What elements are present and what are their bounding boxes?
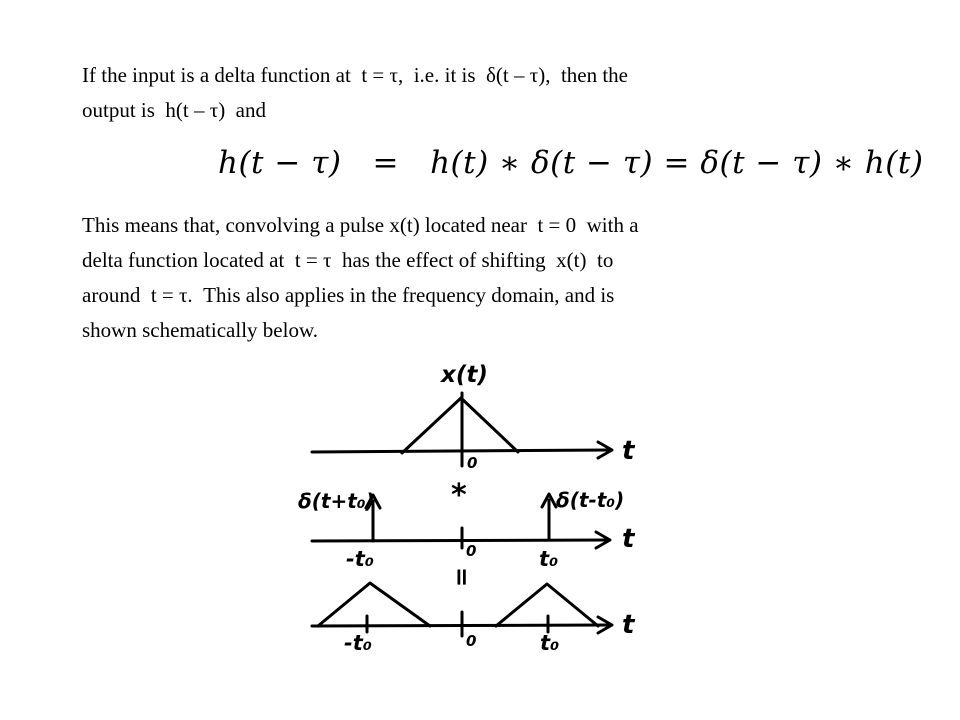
eq-equals-2: = xyxy=(663,145,690,181)
bottom-axis-t-label: t xyxy=(622,610,635,640)
explanation-line-2: delta function located at t = τ has the effect of shifting x(t) to xyxy=(82,248,614,272)
bottom-left-triangle xyxy=(318,583,430,626)
eq-equals-1: = xyxy=(372,145,399,181)
top-origin-label: 0 xyxy=(467,454,478,472)
top-axis-t-label: t xyxy=(622,436,635,466)
eq-convolve-1: ∗ xyxy=(499,145,521,181)
top-triangle-pulse xyxy=(402,398,518,453)
eq-term-h-shifted: h(t − τ) xyxy=(218,145,342,181)
middle-axis-t-label: t xyxy=(622,524,635,554)
eq-term-h-2: h(t) xyxy=(864,145,924,181)
delta-left-label: δ(t+t₀) xyxy=(298,489,375,513)
bottom-origin-label: 0 xyxy=(466,632,477,650)
explanation-line-3: around t = τ. This also applies in the frequency domain, and is xyxy=(82,283,615,307)
middle-time-axis xyxy=(312,540,608,541)
eq-convolve-2: ∗ xyxy=(832,145,855,181)
middle-pos-t0-label: t₀ xyxy=(539,547,559,571)
delta-right-label: δ(t-t₀) xyxy=(556,488,625,512)
bottom-neg-t0-label: -t₀ xyxy=(344,631,372,655)
equals-label: = xyxy=(448,567,476,588)
eq-term-delta-1: δ(t − τ) xyxy=(530,145,654,181)
eq-term-h: h(t) xyxy=(430,145,489,181)
middle-origin-label: 0 xyxy=(466,542,477,560)
intro-line-1: If the input is a delta function at t = τ, i.e. it is δ(t – τ), then the xyxy=(82,63,628,87)
eq-term-delta-2: δ(t − τ) xyxy=(700,145,823,181)
explanation-line-1: This means that, convolving a pulse x(t) located near t = 0 with a xyxy=(82,213,639,237)
bottom-pos-t0-label: t₀ xyxy=(540,631,560,655)
middle-neg-t0-label: -t₀ xyxy=(346,547,374,571)
explanation-line-4: shown schematically below. xyxy=(82,318,318,342)
convolve-star-label: * xyxy=(451,478,467,513)
top-x-of-t-label: x(t) xyxy=(441,362,488,388)
intro-line-2: output is h(t – τ) and xyxy=(82,98,267,122)
